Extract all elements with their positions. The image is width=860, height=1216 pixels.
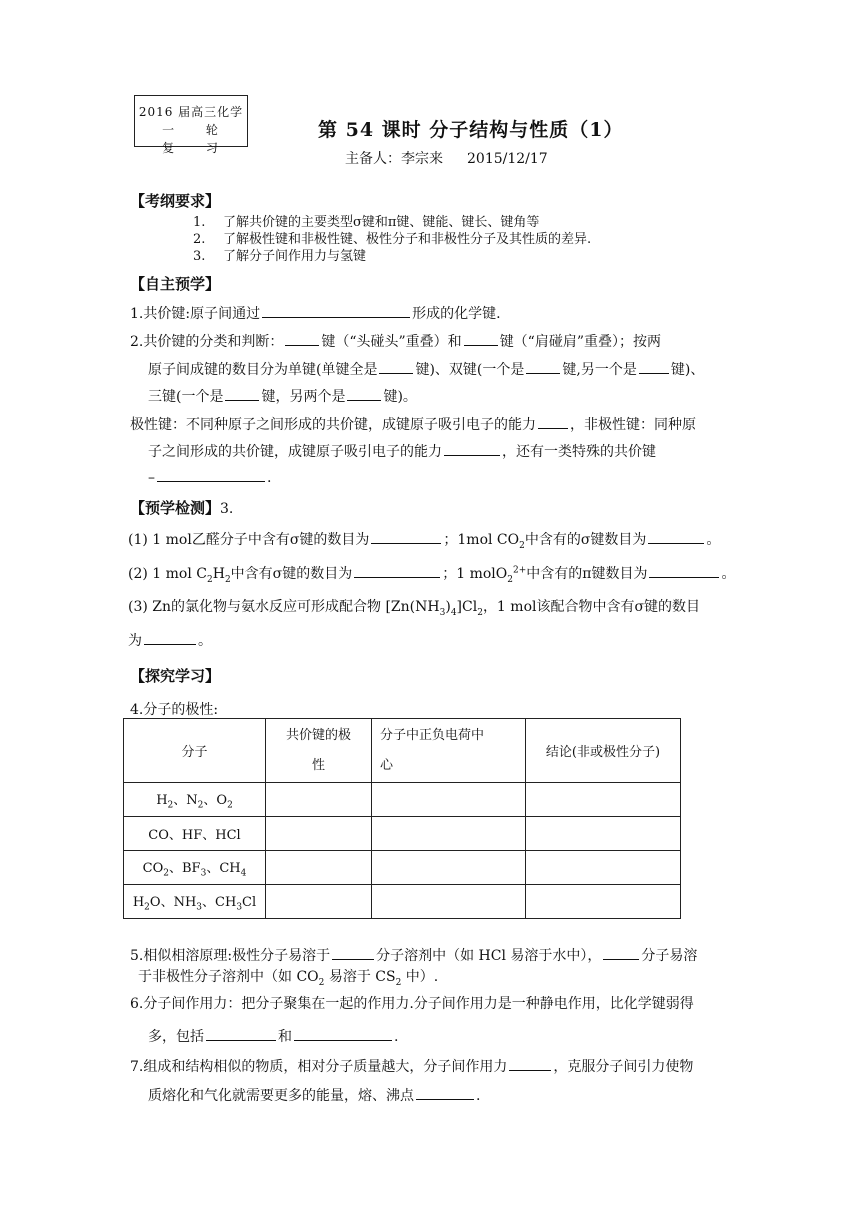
answer-blank[interactable] xyxy=(225,386,259,401)
table-cell-answer[interactable] xyxy=(372,885,526,919)
pretest-q1 xyxy=(128,529,720,551)
answer-blank[interactable] xyxy=(144,630,196,645)
q2-text: 键)、 xyxy=(670,362,705,378)
header-text: 共价键的极 xyxy=(285,727,351,743)
answer-blank[interactable] xyxy=(603,945,639,960)
polar-line1 xyxy=(130,414,696,434)
header-text: 性 xyxy=(311,757,325,773)
requirement-text: 了解极性键和非极性键、极性分子和非极性分子及其性质的差异. xyxy=(223,232,592,247)
section-pretest: 【预学检测】 xyxy=(130,499,221,517)
pretest-heading xyxy=(130,497,233,518)
requirement-num: 1. xyxy=(193,215,206,230)
superscript: 2+ xyxy=(513,565,527,576)
polar-text: ，还有一类特殊的共价键 xyxy=(502,444,656,460)
table-header-cell: 结论(非或极性分子) xyxy=(526,719,681,783)
header-text: 分子中正负电荷中 xyxy=(380,727,485,743)
table-cell-answer[interactable] xyxy=(372,817,526,851)
subscript: 2 xyxy=(206,574,213,585)
question-2-line3 xyxy=(148,386,417,406)
p3-text: 为 xyxy=(128,633,142,649)
polar-text: . xyxy=(267,470,272,486)
polar-line2 xyxy=(148,441,656,461)
answer-blank[interactable] xyxy=(648,529,704,544)
p3-text: (3) Zn的氯化物与氨水反应可形成配合物 [Zn(NH xyxy=(128,599,440,615)
answer-blank[interactable] xyxy=(332,945,374,960)
q2-text: 2.共价键的分类和判断： xyxy=(130,334,284,350)
table-cell-answer[interactable] xyxy=(266,783,372,817)
table-cell-answer[interactable] xyxy=(372,783,526,817)
table-cell-answer[interactable] xyxy=(372,851,526,885)
table-cell-molecule: $H_2O$、$NH_3$、$CH_3Cl$ xyxy=(124,885,266,919)
q7-text: 7.组成和结构相似的物质，相对分子质量越大，分子间作用力 xyxy=(130,1059,508,1075)
answer-blank[interactable] xyxy=(157,467,265,482)
answer-blank[interactable] xyxy=(526,359,560,374)
answer-blank[interactable] xyxy=(444,441,500,456)
q2-text: 键)。 xyxy=(383,389,417,405)
question-6-line2 xyxy=(148,1026,398,1046)
pretest-q3-line2 xyxy=(128,630,212,650)
p3-text: ，1 mol该配合物中含有σ键的数目 xyxy=(482,599,701,615)
p1-text: ；1mol CO xyxy=(443,532,520,548)
question-2-line1 xyxy=(130,331,661,351)
q6-text: 多，包括 xyxy=(148,1029,204,1045)
course-label-box xyxy=(134,95,248,155)
answer-blank[interactable] xyxy=(371,529,441,544)
polarity-table xyxy=(123,718,681,919)
answer-blank[interactable] xyxy=(416,1085,474,1100)
requirement-item xyxy=(193,245,366,264)
p2-text: 。 xyxy=(721,566,736,582)
q2-text: 键（“头碰头”重叠）和 xyxy=(321,334,462,350)
section-explore: 【探究学习】 xyxy=(130,667,221,685)
question-2-line2 xyxy=(148,359,704,379)
table-cell-molecule: CO、HF、HCl xyxy=(124,817,266,851)
table-cell-answer[interactable] xyxy=(526,817,681,851)
table-row xyxy=(124,783,681,817)
question-7-line2 xyxy=(148,1085,480,1105)
table-row xyxy=(124,851,681,885)
table-cell-answer[interactable] xyxy=(266,851,372,885)
polar-line3 xyxy=(148,467,271,486)
question-6-line1: 6.分子间作用力：把分子聚集在一起的作用力.分子间作用力是一种静电作用，比化学键弱得 xyxy=(130,996,694,1012)
table-cell-answer[interactable] xyxy=(526,783,681,817)
requirement-text: 了解分子间作用力与氢键 xyxy=(223,249,367,264)
answer-blank[interactable] xyxy=(509,1056,551,1071)
table-cell-answer[interactable] xyxy=(526,851,681,885)
answer-blank[interactable] xyxy=(538,414,568,429)
subscript: 2 xyxy=(395,977,402,988)
answer-blank[interactable] xyxy=(354,563,440,578)
subscript: 4 xyxy=(450,607,457,618)
pretest-q3 xyxy=(128,596,700,618)
q5-text: 分子溶剂中（如 HCl 易溶于水中）， xyxy=(376,948,602,964)
table-cell-answer[interactable] xyxy=(266,885,372,919)
polar-text: 极性键：不同种原子之间形成的共价键，成键原子吸引电子的能力 xyxy=(130,417,536,433)
question-4: 4.分子的极性: xyxy=(130,702,219,718)
q1-text-a: 1.共价键:原子间通过 xyxy=(130,306,261,322)
q6-text: 和 xyxy=(278,1029,292,1045)
p2-text: H xyxy=(212,566,225,582)
section-syllabus: 【考纲要求】 xyxy=(130,192,221,210)
q5-text: 于非极性分子溶剂中（如 CO xyxy=(138,969,319,985)
q2-text: 三键(一个是 xyxy=(148,389,224,405)
answer-blank[interactable] xyxy=(464,331,498,346)
p2-text: 中含有的π键数目为 xyxy=(526,566,648,582)
polar-text: 子之间形成的共价键，成键原子吸引电子的能力 xyxy=(148,444,442,460)
p1-text: (1) 1 mol乙醛分子中含有σ键的数目为 xyxy=(128,532,370,548)
table-header-cell xyxy=(266,719,372,783)
table-row xyxy=(124,817,681,851)
q2-text: 键)、双键(一个是 xyxy=(415,362,525,378)
q1-text-b: 形成的化学键. xyxy=(412,306,501,322)
p2-text: 中含有σ键的数目为 xyxy=(230,566,353,582)
table-header-cell xyxy=(372,719,526,783)
requirement-num: 2. xyxy=(193,232,206,247)
polar-text: ，非极性键：同种原 xyxy=(570,417,696,433)
answer-blank[interactable] xyxy=(347,386,381,401)
answer-blank[interactable] xyxy=(262,303,410,318)
q2-text: 键，另两个是 xyxy=(261,389,346,405)
q7-text: ，克服分子间引力使物 xyxy=(553,1059,694,1075)
table-row xyxy=(124,885,681,919)
answer-blank[interactable] xyxy=(649,563,719,578)
answer-blank[interactable] xyxy=(379,359,413,374)
course-label-line1: 2016 届高三化学 xyxy=(138,105,244,119)
question-1 xyxy=(130,303,501,323)
q7-text: . xyxy=(476,1088,481,1104)
answer-blank[interactable] xyxy=(285,331,319,346)
course-label-line2: 一 轮 复 习 xyxy=(162,123,232,155)
subscript: 2 xyxy=(318,977,325,988)
q5-text: 中）. xyxy=(401,969,439,985)
subscript: 3 xyxy=(439,607,446,618)
question-7-line1 xyxy=(130,1056,693,1076)
q6-text: . xyxy=(394,1029,399,1045)
requirement-text: 了解共价键的主要类型σ键和π键、键能、键长、键角等 xyxy=(223,215,540,230)
p2-text: (2) 1 mol C xyxy=(128,566,207,582)
requirement-num: 3. xyxy=(193,249,206,264)
table-cell-molecule: $CO_2$、$BF_3$、$CH_4$ xyxy=(124,851,266,885)
q2-text: 键（“肩碰肩”重叠）；按两 xyxy=(499,334,662,350)
question-5-line2 xyxy=(138,966,438,988)
q2-text: 键,另一个是 xyxy=(562,362,637,378)
header-text: 心 xyxy=(380,757,394,773)
question-5-line1 xyxy=(130,945,697,965)
p1-text: 。 xyxy=(706,532,721,548)
p2-text: ；1 molO xyxy=(442,566,508,582)
p3-text: 。 xyxy=(198,633,212,649)
p3-text: ]Cl xyxy=(456,599,478,615)
q7-text: 质熔化和气化就需要更多的能量，熔、沸点 xyxy=(148,1088,414,1104)
table-cell-answer[interactable] xyxy=(526,885,681,919)
table-cell-molecule: $H_2$、$N_2$、$O_2$ xyxy=(124,783,266,817)
q5-text: 易溶于 CS xyxy=(324,969,396,985)
answer-blank[interactable] xyxy=(639,359,669,374)
q5-text: 分子易溶 xyxy=(641,948,698,964)
section-self-study: 【自主预学】 xyxy=(130,275,221,293)
q5-text: 5.相似相溶原理:极性分子易溶于 xyxy=(130,948,331,964)
subscript: 2 xyxy=(224,574,231,585)
pretest-number: 3. xyxy=(220,501,234,517)
subscript: 2 xyxy=(507,574,513,585)
preparer-date: 2015/12/17 xyxy=(467,151,548,167)
subscript: 2 xyxy=(519,540,525,551)
q2-text: 原子间成键的数目分为单键(单键全是 xyxy=(148,362,378,378)
answer-blank[interactable] xyxy=(294,1026,392,1041)
p1-text: 中含有的σ键数目为 xyxy=(524,532,647,548)
table-header-row xyxy=(124,719,681,783)
preparer-line xyxy=(345,148,548,168)
preparer-name: 主备人：李宗来 xyxy=(345,151,443,167)
subscript: 2 xyxy=(477,607,483,618)
polar-text: – xyxy=(148,470,155,486)
p3-text: ) xyxy=(445,599,451,615)
table-cell-answer[interactable] xyxy=(266,817,372,851)
pretest-q2 xyxy=(128,563,735,585)
table-header-cell: 分子 xyxy=(124,719,266,783)
page-title: 第 54 课时 分子结构与性质（1） xyxy=(318,119,624,141)
answer-blank[interactable] xyxy=(206,1026,276,1041)
